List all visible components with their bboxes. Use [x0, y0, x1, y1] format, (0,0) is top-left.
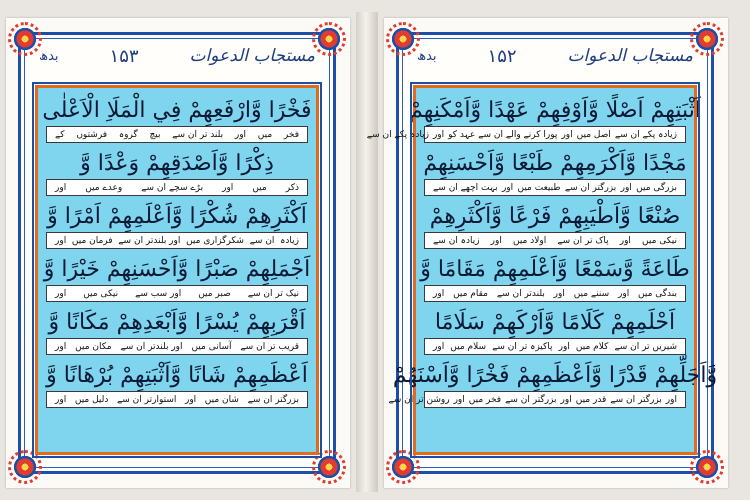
gloss-word: اور [561, 129, 573, 140]
page-header [21, 41, 333, 71]
gloss-word: بزرگی میں [636, 182, 677, 193]
text-panel [35, 85, 319, 455]
day-label: بدھ [417, 48, 437, 64]
gloss-word: قریب تر ان سے [240, 341, 299, 352]
translation-strip [388, 391, 686, 408]
gloss-word: بندگی میں [638, 288, 677, 299]
gloss-word: اور [222, 182, 234, 193]
gloss-word: شان میں [204, 394, 239, 405]
gloss-word: میں [257, 129, 273, 140]
gloss-word: کے [55, 129, 65, 140]
gloss-word: اور [432, 129, 445, 140]
gloss-word: اور [55, 288, 67, 299]
corner-rosette-icon [316, 454, 342, 480]
gloss-word: مقام میں [453, 288, 488, 299]
gloss-word: نیکی میں [83, 288, 119, 299]
arabic-line: اَكْثَرِهِمْ شُكْرًا وَّاَعْلَمِهِمْ اَمْرًا وَّ [47, 203, 307, 229]
gloss-word: اور [501, 182, 514, 193]
gloss-word: پاکیزہ تر ان سے [492, 341, 553, 352]
gloss-word: نیکی میں [642, 235, 677, 246]
gloss-word: فرمان میں [71, 235, 113, 246]
gloss-word: اور [553, 288, 565, 299]
gloss-word: اور [619, 235, 631, 246]
gloss-word: زیادہ ان سے [433, 235, 480, 246]
translation-strip [46, 232, 308, 249]
gloss-word: اولاد میں [512, 235, 547, 246]
gloss-word: دلیل میں [74, 394, 109, 405]
gloss-word: اور [433, 341, 445, 352]
gloss-word: بہت اچھے ان سے [433, 182, 498, 193]
gloss-word: بلندتر ان سے [496, 288, 545, 299]
gloss-word: سلام میں [450, 341, 487, 352]
gloss-word: اور [184, 394, 197, 405]
gloss-word: بلند تر ان سے [172, 129, 224, 140]
arabic-line: طَاعَةً وَّسَمْعًا وَّاَعْلَمِهِمْ مَقَامًا وَّ [420, 256, 690, 282]
gloss-word: اور [55, 341, 67, 352]
translation-strip [46, 179, 308, 196]
gloss-word: اور [558, 341, 570, 352]
gloss-word: پاک تر ان سے [557, 235, 609, 246]
gloss-word: فخر [283, 129, 299, 140]
arabic-line: اَعْظَمِهِمْ شَانًا وَّاَثْبَتِهِمْ بُرْهَانًا وَّ [46, 362, 308, 388]
gloss-word: روشن تر ان سے [388, 394, 450, 405]
gloss-word: فرشتوں [76, 129, 108, 140]
gloss-word: پورا کرنے والے ان سے عہد کو [448, 129, 558, 140]
gloss-word: صبر میں [198, 288, 231, 299]
gloss-word: اور [560, 394, 572, 405]
gloss-word: اور [55, 182, 67, 193]
corner-rosette-icon [694, 454, 720, 480]
arabic-line: ذِكْرًا وَّاَصْدَقِهِمْ وَعْدًا وَّ [80, 150, 274, 176]
translation-strip [46, 285, 308, 302]
gloss-word: اور سب سے [135, 288, 182, 299]
gloss-word: بڑے سچے ان سے [141, 182, 204, 193]
gloss-word: ذکر [285, 182, 299, 193]
gloss-word: قدر میں [575, 394, 607, 405]
left-page [6, 18, 350, 488]
gloss-word: آسانی میں [191, 341, 232, 352]
gloss-word: اور [490, 235, 502, 246]
gloss-word: گروہ [118, 129, 138, 140]
page-number: ۱۵۲ [487, 45, 517, 67]
arabic-line: اَحْلَمِهِمْ كَلَامًا وَّاَرْكَهِمْ سَلَامًا [434, 309, 676, 335]
corner-rosette-icon [390, 454, 416, 480]
gloss-word: اور بلندتر ان سے [120, 341, 183, 352]
arabic-line: مَجْدًا وَّاَكْرَمِهِمْ طَبْعًا وَّاَحْسَنِهِمْ [423, 150, 687, 176]
gloss-word: اور [618, 288, 630, 299]
gloss-word: بزرگتر ان سے [564, 182, 617, 193]
gloss-word: فخر میں [468, 394, 502, 405]
gloss-word: شکرگزاری میں [186, 235, 244, 246]
gloss-word: زیادہ [280, 235, 299, 246]
gloss-word: اور [55, 394, 67, 405]
gloss-word: بیچ [149, 129, 161, 140]
gloss-word: زیادہ پکے ان سے [366, 129, 429, 140]
translation-strip [424, 232, 686, 249]
gloss-word: اور [620, 182, 632, 193]
gloss-word: اور بلندتر ان سے [118, 235, 181, 246]
arabic-line: اَقْرَبِهِمْ يُسْرًا وَّاَبْعَدِهِمْ مَكَانًا وَّ [48, 309, 306, 335]
gloss-word: اور [234, 129, 247, 140]
gloss-word: سننے میں [573, 288, 610, 299]
translation-strip [46, 126, 308, 143]
running-title: مستجاب الدعوات [189, 46, 315, 66]
gloss-word: میں [252, 182, 267, 193]
arabic-line: وَّاَجَلِّهِمْ قَدْرًا وَّاَعْظَمِهِمْ فَخْرًا وَّاَسْنَهُمْ [392, 362, 718, 388]
arabic-line: اَثْبَتِهِمْ اَصْلًا وَّاَوْفِهِمْ عَهْدًا وَّاَمْكَنِهِمْ [409, 97, 701, 123]
gloss-word: اور [665, 394, 677, 405]
gloss-word: بزرگتر ان سے [505, 394, 557, 405]
gloss-word: بزرگتر ان سے [247, 394, 299, 405]
corner-rosette-icon [12, 454, 38, 480]
translation-strip [424, 285, 686, 302]
page-frame [366, 32, 718, 474]
right-page [366, 18, 728, 488]
gloss-word: وعدے میں [85, 182, 123, 193]
gloss-word: نیک تر ان سے [247, 288, 299, 299]
book-spine [356, 12, 378, 492]
gloss-word: اور [433, 288, 445, 299]
gloss-word: مکان میں [75, 341, 112, 352]
gloss-word: طبیعت میں [517, 182, 561, 193]
gloss-word: اور [453, 394, 465, 405]
gloss-word: اور [55, 235, 67, 246]
gloss-word: استوارتر ان سے [117, 394, 177, 405]
arabic-line: اَجْمَلِهِمْ صَبْرًا وَّاَحْسَنِهِمْ خَيْرًا وَّ [43, 256, 311, 282]
gloss-word: بزرگتر ان سے [610, 394, 662, 405]
translation-strip [46, 391, 308, 408]
arabic-line: صُنْعًا وَّاَطْيَبِهِمْ فَرْعًا وَّاَكْثَرِهِمْ [429, 203, 681, 229]
gloss-word: زیادہ پکے ان سے [614, 129, 677, 140]
gloss-word: شیریں تر ان سے [614, 341, 677, 352]
text-panel [366, 85, 718, 455]
gloss-word: اصل میں [576, 129, 611, 140]
gloss-word: کلام میں [575, 341, 609, 352]
page-number: ۱۵۳ [109, 45, 139, 67]
running-title: مستجاب الدعوات [567, 46, 693, 66]
translation-strip [424, 338, 686, 355]
translation-strip [46, 338, 308, 355]
day-label: بدھ [39, 48, 59, 64]
translation-strip [424, 179, 686, 196]
arabic-line: فَخْرًا وَّارْفَعِهِمْ فِي الْمَلَاِ الْاَعْلٰى [42, 97, 312, 123]
page-frame [18, 32, 336, 474]
page-header [399, 41, 711, 71]
gloss-word: ان سے [249, 235, 275, 246]
translation-strip [366, 126, 686, 143]
